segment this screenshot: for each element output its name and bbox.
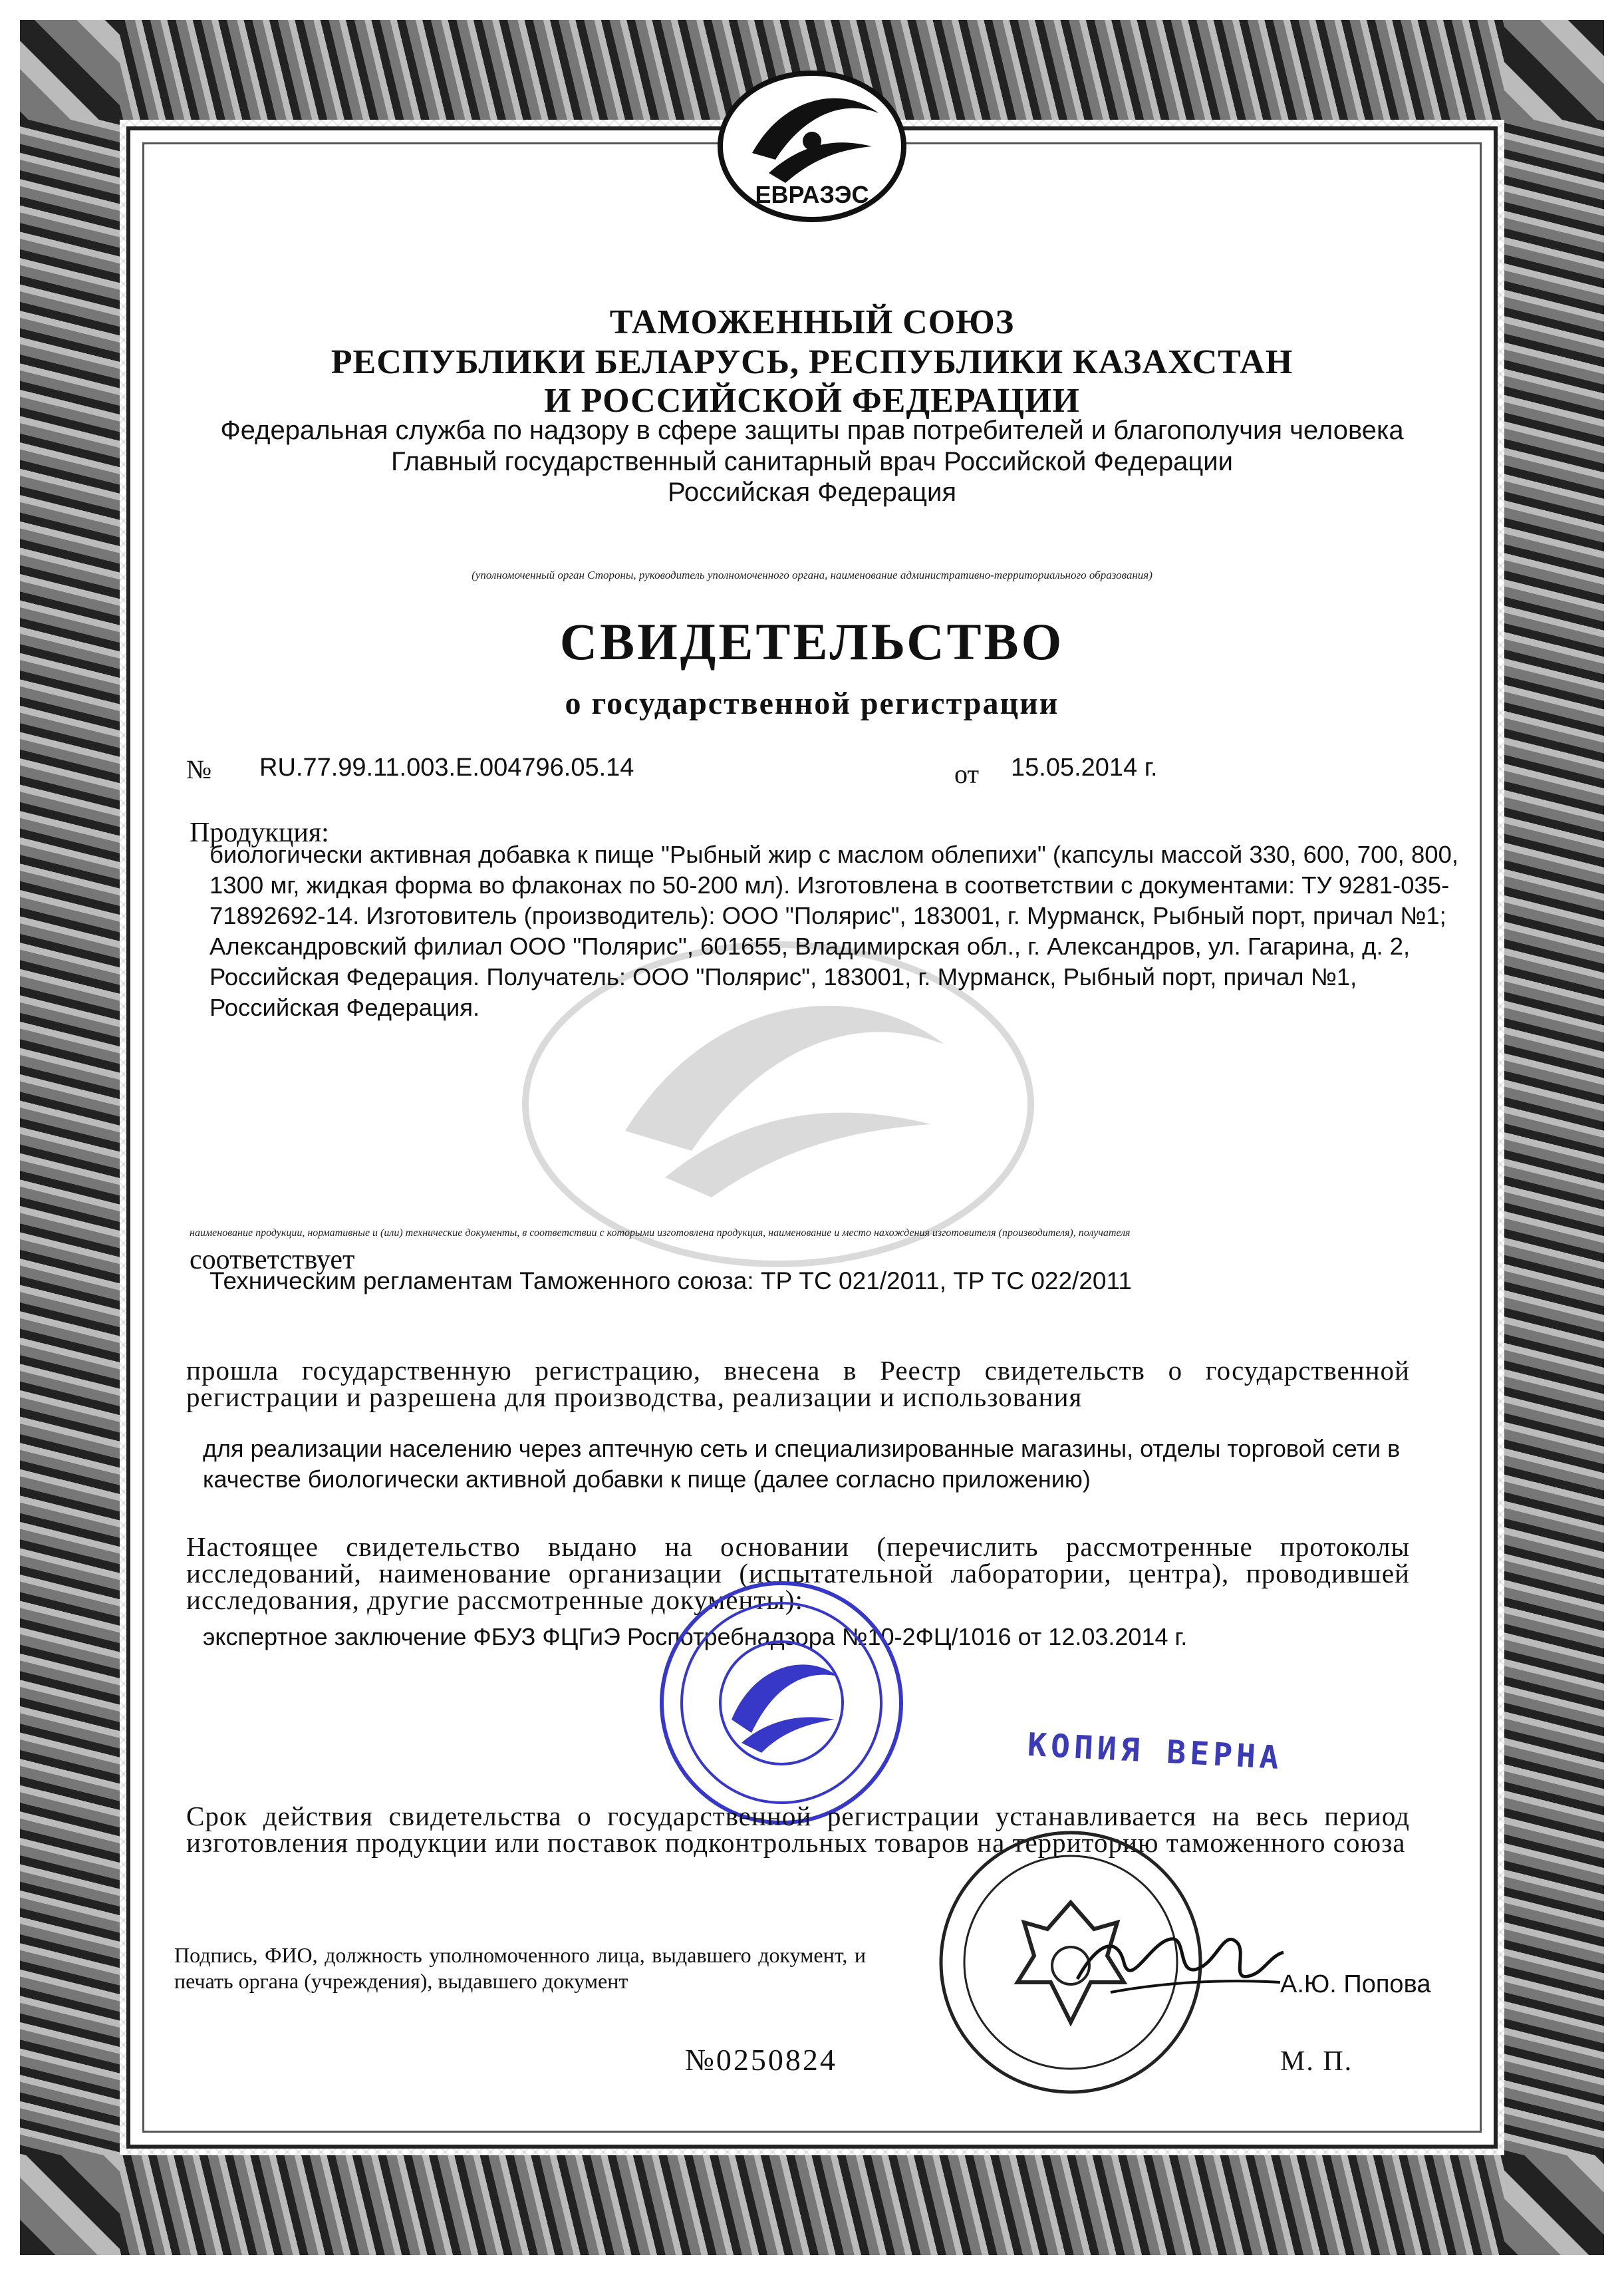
product-description: биологически активная добавка к пище "Рыбный жир с маслом облепихи" (капсулы массой 330, 600, 700, 800, 1300 мг, жидкая форма во флаконах по 50-200 мл). Изготовлена в соответствии с документами: ТУ 9281-035-71892692-14. Изготовитель (производитель): ООО "Полярис", 183001, г. Мурманск, Рыбный порт, причал №1; Александровский филиал ООО "Полярис", 601655, Владимирская обл., г. Александров, ул. Гагарина, д. 2, Российская Федерация. Получатель: ООО "Полярис", 183001, г. Мурманск, Рыбный порт, причал №1, Российская Федерация.	[209, 841, 1459, 1021]
header-caption: (уполномоченный орган Стороны, руководитель уполномоченного органа, наименование административно-территориального образования)	[472, 569, 1152, 581]
copy-certified-stamp: КОПИЯ ВЕРНА	[1026, 1726, 1284, 1777]
registration-statement: прошла государственную регистрацию, внесена в Реестр свидетельств о государственной регистрации и разрешена для производства, реализации и использования	[186, 1355, 1410, 1412]
header-line-5: Главный государственный санитарный врач Российской Федерации	[391, 447, 1233, 476]
header-line-1: ТАМОЖЕННЫЙ СОЮЗ	[609, 303, 1015, 341]
registration-use: для реализации населению через аптечную сеть и специализированные магазины, отделы торговой сети в качестве биологически активной добавки к пище (далее согласно приложению)	[203, 1435, 1401, 1493]
header-line-3: И РОССИЙСКОЙ ФЕДЕРАЦИИ	[544, 382, 1080, 420]
date-label: от	[954, 759, 979, 789]
document-subtitle: о государственной регистрации	[565, 686, 1059, 721]
signature-caption: Подпись, ФИО, должность уполномоченного лица, выдавшего документ, и печать органа (учреждения), выдавшего документ	[174, 1943, 866, 1993]
seal-place-label: М. П.	[1280, 2046, 1353, 2077]
conformity-text: Техническим регламентам Таможенного союза: ТР ТС 021/2011, ТР ТС 022/2011	[209, 1267, 1132, 1294]
signatory-name: А.Ю. Попова	[1280, 1970, 1431, 1998]
blue-stamp	[655, 1577, 908, 1829]
registration-date: 15.05.2014 г.	[1011, 754, 1158, 782]
form-serial-number: №0250824	[685, 2043, 837, 2077]
validity-statement: Срок действия свидетельства о государственной регистрации устанавливается на весь период изготовления продукции или поставок подконтрольных товаров на территорию таможенного союза	[186, 1801, 1410, 1858]
basis-statement: Настоящее свидетельство выдано на основании (перечислить рассмотренные протоколы исследований, наименование организации (испытательной лаборатории, центра), проводившей исследования, другие рассмотренные документы):	[186, 1531, 1410, 1615]
handwritten-signature	[1071, 1916, 1290, 2009]
header-line-4: Федеральная служба по надзору в сфере защиты прав потребителей и благополучия человека	[220, 416, 1404, 445]
conformity-label: соответствует	[190, 1245, 355, 1275]
header-line-6: Российская Федерация	[667, 478, 957, 507]
product-caption: наименование продукции, нормативные и (или) технические документы, в соответствии с которыми изготовлена продукция, наименование и место нахождения изготовителя (производителя), получателя	[190, 1227, 1131, 1239]
header-line-2: РЕСПУБЛИКИ БЕЛАРУСЬ, РЕСПУБЛИКИ КАЗАХСТАН	[331, 343, 1293, 381]
document-title: СВИДЕТЕЛЬСТВО	[559, 613, 1065, 671]
logo-text: ЕВРАЗЭС	[755, 181, 869, 208]
expert-conclusion: экспертное заключение ФБУЗ ФЦГиЭ Роспотребнадзора №10-2ФЦ/1016 от 12.03.2014 г.	[203, 1623, 1188, 1650]
registration-number: RU.77.99.11.003.Е.004796.05.14	[259, 754, 634, 782]
evrazes-logo	[712, 67, 912, 226]
number-sign: №	[186, 754, 212, 784]
product-label: Продукция:	[190, 818, 329, 848]
